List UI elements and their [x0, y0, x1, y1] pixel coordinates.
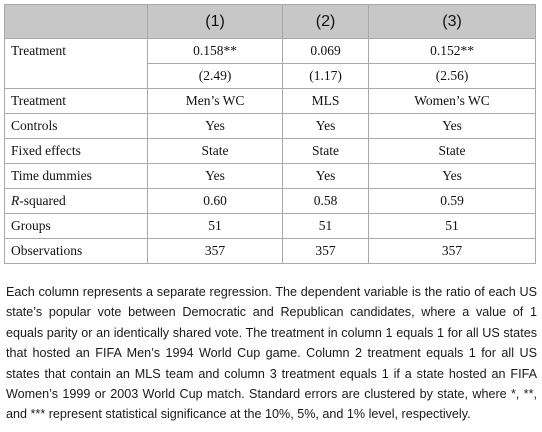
regression-table	[4, 4, 536, 264]
controls-col-1: Yes	[148, 114, 283, 139]
observations-col-3: 357	[369, 239, 536, 264]
row-label-fixed-effects: Fixed effects	[5, 139, 148, 164]
row-label-empty	[5, 64, 148, 89]
column-header-1: (1)	[148, 5, 283, 39]
column-header-2: (2)	[283, 5, 369, 39]
groups-col-1: 51	[148, 214, 283, 239]
controls-col-3: Yes	[369, 114, 536, 139]
fixed-effects-col-3: State	[369, 139, 536, 164]
r-squared-col-3: 0.59	[369, 189, 536, 214]
table-row-controls	[5, 114, 536, 139]
fixed-effects-col-2: State	[283, 139, 369, 164]
treatment-type-col-3: Women’s WC	[369, 89, 536, 114]
controls-col-2: Yes	[283, 114, 369, 139]
table-row-time-dummies	[5, 164, 536, 189]
r-squared-suffix: -squared	[19, 193, 66, 208]
fixed-effects-col-1: State	[148, 139, 283, 164]
observations-col-2: 357	[283, 239, 369, 264]
groups-col-2: 51	[283, 214, 369, 239]
row-label-controls: Controls	[5, 114, 148, 139]
header-row	[5, 5, 536, 39]
table-row-observations	[5, 239, 536, 264]
row-label-treatment-type: Treatment	[5, 89, 148, 114]
row-label-time-dummies: Time dummies	[5, 164, 148, 189]
table-row-treatment-type	[5, 89, 536, 114]
table-row-groups	[5, 214, 536, 239]
tstat-col-3: (2.56)	[369, 64, 536, 89]
coef-col-2: 0.069	[283, 39, 369, 64]
treatment-type-col-1: Men’s WC	[148, 89, 283, 114]
tstat-col-2: (1.17)	[283, 64, 369, 89]
table-row-fixed-effects	[5, 139, 536, 164]
time-dummies-col-3: Yes	[369, 164, 536, 189]
r-squared-italic: R	[11, 193, 20, 208]
coef-col-1: 0.158**	[148, 39, 283, 64]
table-row-r-squared	[5, 189, 536, 214]
r-squared-col-2: 0.58	[283, 189, 369, 214]
table-footnote: Each column represents a separate regression. The dependent variable is the ratio of each US state’s popular vote between Democratic and Republican candidates, where a value of 1 equals parity or an identically shared vote. The treatment in column 1 equals 1 for all US states that hosted an FIFA Men’s 1994 World Cup game. Column 2 treatment equals 1 for all US states that contain an MLS team and column 3 treatment equals 1 if a state hosted an FIFA Women’s 1999 or 2003 World Cup match. Standard errors are clustered by state, where *, **, and *** represent statistical significance at the 10%, 5%, and 1% level, respectively.	[6, 285, 537, 422]
time-dummies-col-1: Yes	[148, 164, 283, 189]
r-squared-col-1: 0.60	[148, 189, 283, 214]
observations-col-1: 357	[148, 239, 283, 264]
time-dummies-col-2: Yes	[283, 164, 369, 189]
treatment-type-col-2: MLS	[283, 89, 369, 114]
row-label-groups: Groups	[5, 214, 148, 239]
row-label-r-squared	[5, 189, 148, 214]
table-row-treatment-coef	[5, 39, 536, 64]
row-label-treatment: Treatment	[5, 39, 148, 64]
groups-col-3: 51	[369, 214, 536, 239]
column-header-3: (3)	[369, 5, 536, 39]
table-row-t-stat	[5, 64, 536, 89]
tstat-col-1: (2.49)	[148, 64, 283, 89]
coef-col-3: 0.152**	[369, 39, 536, 64]
row-label-observations: Observations	[5, 239, 148, 264]
header-blank-cell	[5, 5, 148, 39]
